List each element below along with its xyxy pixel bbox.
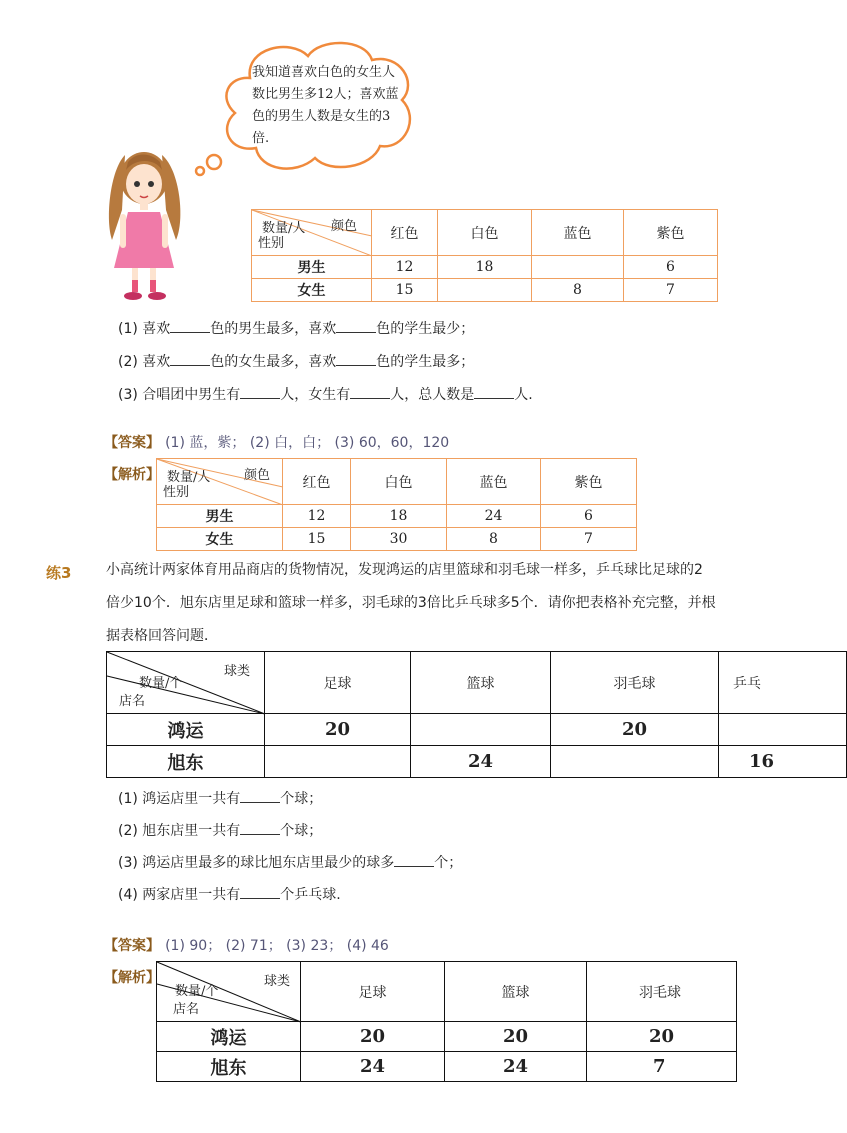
table-cell: 8 — [532, 279, 624, 302]
table-cell: 7 — [541, 528, 637, 551]
table-cell — [719, 714, 847, 746]
question-line: (3) 鸿运店里最多的球比旭东店里最少的球多 个； — [118, 855, 463, 871]
table-cell: 20 — [301, 1022, 445, 1052]
table-cell: 12 — [283, 505, 351, 528]
answer-blank[interactable] — [350, 398, 390, 399]
table-cell: 6 — [624, 256, 718, 279]
corner-category-label: 球类 — [263, 974, 290, 989]
row-label: 旭东 — [157, 1052, 301, 1082]
column-header: 紫色 — [541, 459, 637, 505]
answer-blank[interactable] — [336, 365, 376, 366]
table-cell — [438, 279, 532, 302]
table-cell: 15 — [283, 528, 351, 551]
row-label: 鸿运 — [107, 714, 265, 746]
table-corner-header — [107, 652, 265, 714]
column-header: 乒乓 — [719, 652, 847, 714]
row-label: 鸿运 — [157, 1022, 301, 1052]
column-header: 红色 — [283, 459, 351, 505]
column-header: 蓝色 — [447, 459, 541, 505]
question-line: (2) 旭东店里一共有 个球； — [118, 823, 323, 839]
problem2-table — [106, 651, 847, 778]
table-cell: 18 — [351, 505, 447, 528]
table-cell: 24 — [301, 1052, 445, 1082]
table-row — [157, 528, 637, 551]
answer-blank[interactable] — [240, 898, 280, 899]
corner-row-label: 性别 — [258, 236, 285, 251]
column-header: 足球 — [301, 962, 445, 1022]
table-row — [252, 256, 718, 279]
exercise-label: 练3 — [46, 564, 72, 582]
question-line: (4) 两家店里一共有 个乒乓球. — [118, 887, 341, 903]
corner-quantity-label: 数量/人 — [262, 221, 306, 236]
table-cell: 15 — [372, 279, 438, 302]
table-row — [107, 714, 847, 746]
answer-blank[interactable] — [170, 365, 210, 366]
answer-text: (1) 90； (2) 71； (3) 23； (4) 46 — [165, 938, 389, 954]
column-header: 白色 — [351, 459, 447, 505]
question-line: (2) 喜欢 色的女生最多，喜欢 色的学生最多； — [118, 354, 475, 370]
table-cell: 20 — [551, 714, 719, 746]
answer-line — [104, 432, 449, 452]
column-header: 篮球 — [445, 962, 587, 1022]
answer-text: (1) 蓝，紫； (2) 白，白； (3) 60，60，120 — [165, 435, 450, 451]
table-cell: 30 — [351, 528, 447, 551]
corner-quantity-label: 数量/个 — [139, 676, 183, 691]
answer-label: 【答案】 — [104, 938, 160, 954]
table-cell: 24 — [411, 746, 551, 778]
answer-blank[interactable] — [170, 332, 210, 333]
table-cell: 20 — [265, 714, 411, 746]
column-header: 羽毛球 — [587, 962, 737, 1022]
problem-text: 小高统计两家体育用品商店的货物情况，发现鸿运的店里篮球和羽毛球一样多，乒乓球比足球的2倍少10个．旭东店里足球和篮球一样多，羽毛球的3倍比乒乓球多5个．请你把表格补充完整，并根据表格回答问题． — [106, 562, 716, 644]
table-cell: 20 — [445, 1022, 587, 1052]
table-row — [157, 1052, 737, 1082]
answer-blank[interactable] — [240, 398, 280, 399]
row-label: 女生 — [157, 528, 283, 551]
answer-label: 【答案】 — [104, 435, 160, 451]
table-cell: 6 — [541, 505, 637, 528]
row-label: 女生 — [252, 279, 372, 302]
table-corner-header — [157, 459, 283, 505]
corner-row-label: 店名 — [173, 1002, 200, 1017]
answer-blank[interactable] — [474, 398, 514, 399]
column-header: 羽毛球 — [551, 652, 719, 714]
answer-blank[interactable] — [336, 332, 376, 333]
table-corner-header — [157, 962, 301, 1022]
table-cell — [532, 256, 624, 279]
girl-illustration — [100, 140, 190, 310]
table-row — [252, 279, 718, 302]
answer-blank[interactable] — [394, 866, 434, 867]
table-row — [107, 746, 847, 778]
corner-category-label: 球类 — [223, 664, 250, 679]
table-row — [157, 505, 637, 528]
table-cell: 7 — [587, 1052, 737, 1082]
table-cell: 7 — [624, 279, 718, 302]
column-header: 白色 — [438, 210, 532, 256]
table-cell: 18 — [438, 256, 532, 279]
table-cell — [411, 714, 551, 746]
corner-row-label: 店名 — [119, 694, 146, 709]
column-header: 红色 — [372, 210, 438, 256]
table-cell: 12 — [372, 256, 438, 279]
column-header: 足球 — [265, 652, 411, 714]
analysis-label: 【解析】 — [104, 467, 160, 483]
column-header: 篮球 — [411, 652, 551, 714]
speech-text: 我知道喜欢白色的女生人数比男生多12人；喜欢蓝色的男生人数是女生的3倍. — [252, 65, 399, 146]
answer-blank[interactable] — [240, 802, 280, 803]
problem2-solution-table — [156, 961, 737, 1082]
column-header: 紫色 — [624, 210, 718, 256]
table-cell: 20 — [587, 1022, 737, 1052]
corner-quantity-label: 数量/个 — [175, 984, 219, 999]
problem1-table — [251, 209, 718, 302]
table-cell: 16 — [719, 746, 847, 778]
table-cell: 24 — [445, 1052, 587, 1082]
question-line: (3) 合唱团中男生有 人，女生有 人，总人数是 人. — [118, 387, 533, 403]
table-corner-header — [252, 210, 372, 256]
corner-row-label: 性别 — [163, 485, 190, 500]
problem2-solution-wrapper — [156, 961, 714, 1083]
row-label: 男生 — [157, 505, 283, 528]
analysis-label: 【解析】 — [104, 970, 160, 986]
table-cell: 24 — [447, 505, 541, 528]
corner-category-label: 颜色 — [330, 219, 357, 234]
table-cell — [551, 746, 719, 778]
corner-quantity-label: 数量/人 — [167, 470, 211, 485]
row-label: 旭东 — [107, 746, 265, 778]
answer-line — [104, 935, 389, 955]
answer-blank[interactable] — [240, 834, 280, 835]
row-label: 男生 — [252, 256, 372, 279]
corner-category-label: 颜色 — [243, 468, 270, 483]
problem1-solution-table — [156, 458, 637, 551]
table-row — [157, 1022, 737, 1052]
column-header: 蓝色 — [532, 210, 624, 256]
problem2-table-wrapper — [106, 651, 775, 779]
table-cell — [265, 746, 411, 778]
question-line: (1) 鸿运店里一共有 个球； — [118, 791, 323, 807]
table-cell: 8 — [447, 528, 541, 551]
question-line: (1) 喜欢 色的男生最多，喜欢 色的学生最少； — [118, 321, 475, 337]
